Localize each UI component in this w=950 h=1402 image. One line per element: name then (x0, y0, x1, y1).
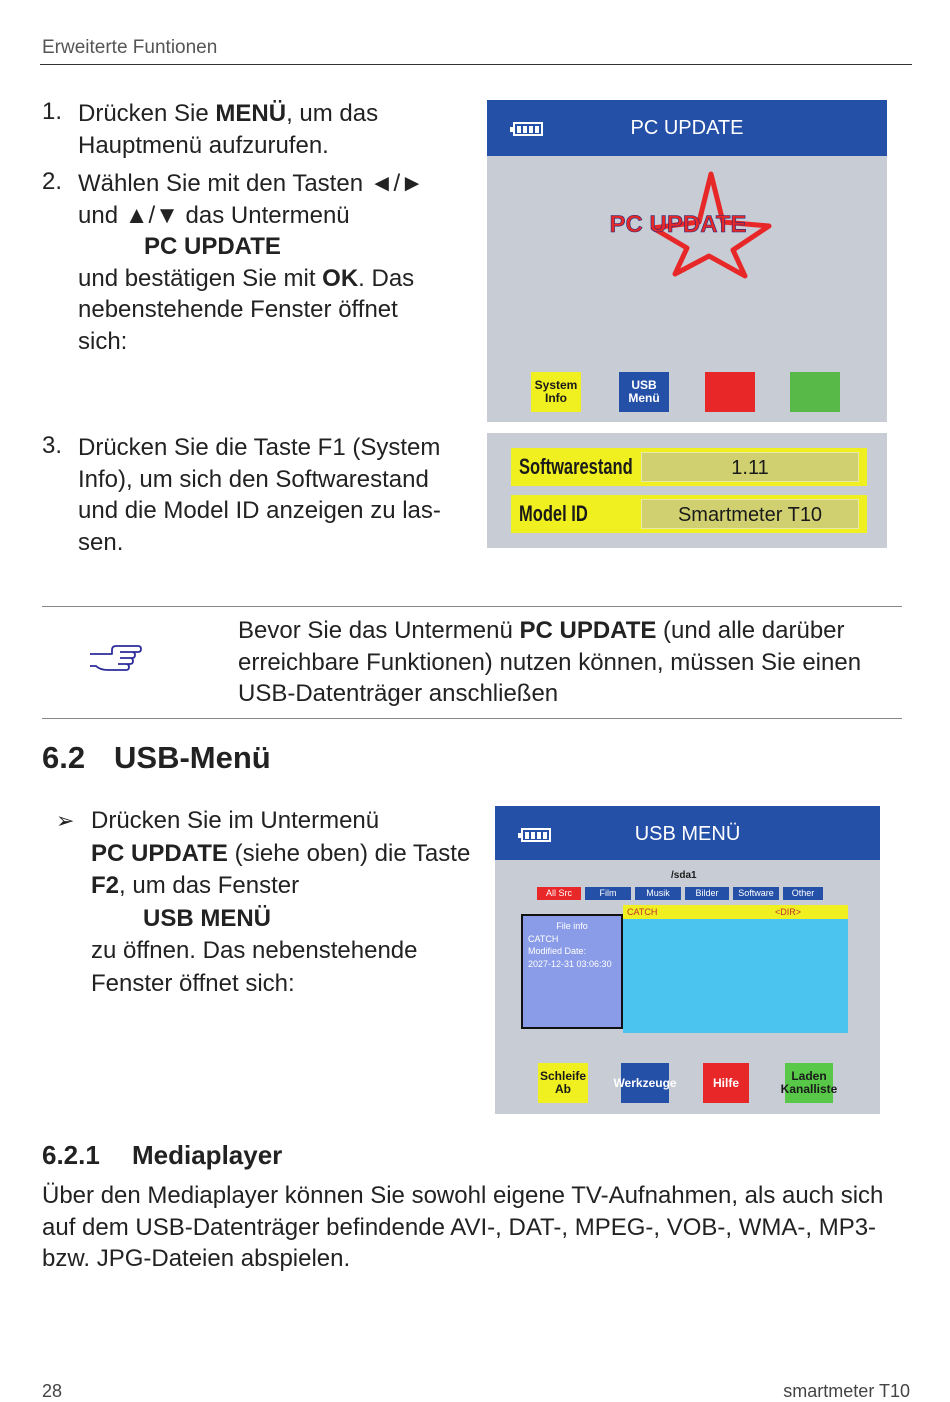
tab-film: Film (585, 887, 631, 900)
schleife-ab-key: Schleife Ab (538, 1063, 588, 1103)
file-info-date: 2027-12-31 03:06:30 (528, 958, 612, 969)
arrow-bullet-icon: ➢ (56, 808, 75, 833)
file-name: CATCH (627, 907, 658, 917)
softwarestand-value: 1.11 (641, 452, 859, 482)
pc-update-star-logo (583, 170, 773, 280)
product-name: smartmeter T10 (783, 1381, 910, 1401)
usb-step-text: Drücken Sie im Untermenü PC UPDATE (siehe oben) die Taste F2, um das Fenster USB MENÜ zu öffnen. Das nebenstehende Fenster öffnet sich: (91, 807, 471, 997)
step-3-text: Drücken Sie die Taste F1 (System Info), um sich den Softwarestand und die Model ID anzeigen zu las-sen. (78, 434, 441, 556)
mediaplayer-paragraph: Über den Mediaplayer können Sie sowohl eigene TV-Aufnahmen, als auch sich auf dem USB-Datenträger befindende AVI-, DAT-, MPEG-, VOB-, WMA-, MP3- bzw. JPG-Dateien abspielen. (42, 1182, 884, 1272)
usb-path: /sda1 (671, 870, 697, 881)
tab-software: Software (733, 887, 779, 900)
laden-kanalliste-key: Laden Kanalliste (785, 1063, 833, 1103)
tab-musik: Musik (635, 887, 681, 900)
usb-menu-key: USB Menü (619, 372, 669, 412)
note-text: Bevor Sie das Untermenü PC UPDATE (und alle darüber erreichbare Funktionen) nutzen können, müssen Sie einen USB-Datenträger anschließen (238, 617, 862, 707)
file-info-name: CATCH (528, 933, 559, 944)
file-list (623, 905, 848, 1033)
note-bottom-divider (42, 718, 902, 719)
pc-update-titlebar (487, 100, 887, 156)
step-1-number: 1. (42, 98, 63, 125)
pc-update-title: PC UPDATE (630, 117, 744, 139)
pc-update-screenshot (487, 100, 887, 422)
file-info-date-label: Modified Date: (528, 946, 587, 956)
model-id-row (511, 495, 867, 533)
hilfe-key: Hilfe (703, 1063, 749, 1103)
softwarestand-label: Softwarestand (519, 454, 633, 479)
step-2-text: Wählen Sie mit den Tasten ◄/► und ▲/▼ das Untermenü PC UPDATE und bestätigen Sie mit OK. Das nebenstehende Fenster öffnet sich: (78, 170, 424, 355)
file-info-heading: File info (556, 921, 588, 931)
subsection-heading: 6.2.1 Mediaplayer (42, 1140, 283, 1170)
note-top-divider (42, 606, 902, 607)
file-info-panel (521, 914, 623, 1029)
green-key (790, 372, 840, 412)
step-1-text: Drücken Sie MENÜ, um das Hauptmenü aufzurufen. (78, 100, 379, 159)
tab-bilder: Bilder (685, 887, 729, 900)
header-title: Erweiterte Funtionen (42, 37, 218, 58)
system-info-key: System Info (531, 372, 581, 412)
step-3-number: 3. (42, 432, 63, 459)
page-number: 28 (42, 1381, 63, 1401)
model-id-label: Model ID (519, 501, 588, 526)
werkzeuge-key: Werkzeuge (621, 1063, 669, 1103)
model-id-value: Smartmeter T10 (641, 499, 859, 529)
usb-menu-titlebar (495, 806, 880, 860)
step-2-number: 2. (42, 168, 63, 195)
header-divider (40, 64, 912, 65)
section-heading: 6.2 USB-Menü (42, 740, 271, 775)
red-key (705, 372, 755, 412)
usb-menu-screenshot (495, 806, 880, 1114)
tab-other: Other (783, 887, 823, 900)
tab-all-src: All Src (537, 887, 581, 900)
system-info-screenshot (487, 433, 887, 548)
file-type: <DIR> (775, 907, 802, 917)
softwarestand-row (511, 448, 867, 486)
file-row-catch (623, 905, 848, 919)
usb-menu-title: USB MENÜ (634, 823, 741, 845)
pc-update-logo-text: PC UPDATE (609, 211, 747, 238)
pointing-hand-icon (88, 640, 142, 680)
